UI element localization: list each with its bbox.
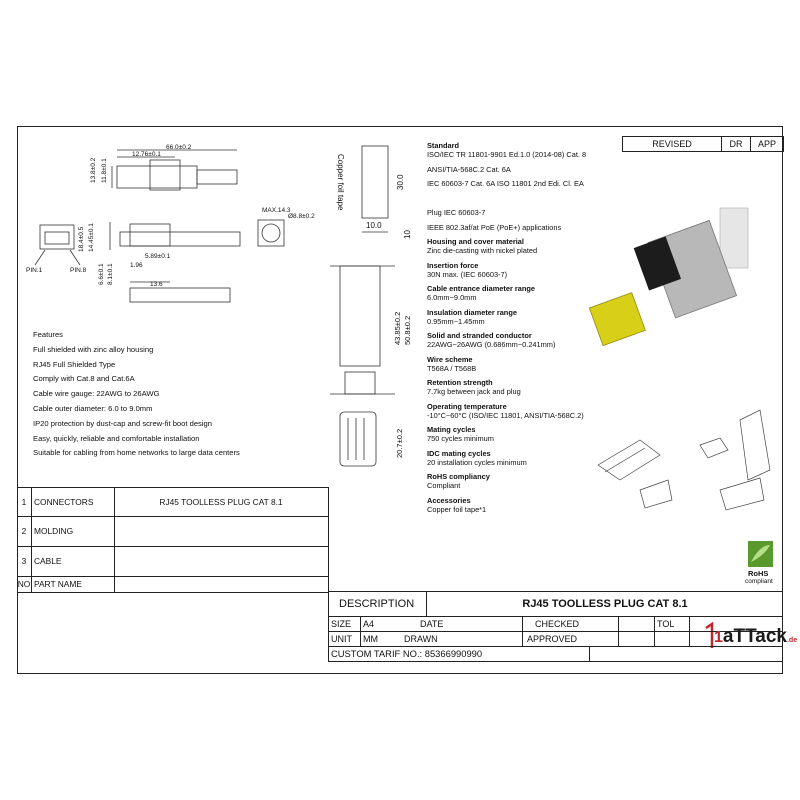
spec-value: 22AWG~26AWG (0.686mm~0.241mm) [427,340,556,349]
parts-row [17,487,328,516]
features-title: Features [33,330,63,339]
app-header: APP [757,139,776,149]
spec-heading: Insertion force [427,260,479,270]
spec-value: Compliant [427,481,461,490]
unit-value: MM [360,632,395,646]
feature-item: Cable outer diameter: 6.0 to 9.0mm [33,403,153,413]
custom-tariff: CUSTOM TARIF NO.: 85366990990 [328,647,589,661]
parts-table [17,487,329,593]
logo-prefix: 1 [714,629,723,646]
dim-body-length: 12.76±0.1 [132,151,161,158]
dim-side-2: 8.1±0.1 [107,263,114,285]
plug-bottom-view [130,288,230,302]
spec-value: 30N max. (IEC 60603-7) [427,269,508,279]
part-number: 2 [17,517,32,546]
parts-row [17,546,328,576]
plug-top-view [120,232,240,246]
spec-heading: Insulation diameter range [427,307,517,317]
date-label: DATE [420,619,444,629]
parts-row [17,576,328,592]
part-name: CONNECTORS [32,488,115,516]
dim-side-1: 6.6±0.1 [98,263,105,285]
spec-value: 7.7kg between jack and plug [427,387,521,396]
spec-value: Zinc die-casting with nickel plated [427,246,538,255]
dim-pin-height-2: 14.45±0.1 [88,223,95,252]
logo-suffix: .de [786,637,798,644]
spec-value: Copper foil tape*1 [427,504,487,514]
spec-heading: Housing and cover material [427,237,524,246]
part-name: PART NAME [32,577,115,592]
dim-height-1: 13.8±0.2 [90,157,97,183]
company-logo [714,626,797,652]
feature-item: Comply with Cat.8 and Cat.6A [33,374,135,384]
spec-heading: Accessories [427,495,471,505]
spec-heading: Retention strength [427,378,493,387]
label-pin1: PIN.1 [26,267,43,274]
dim-cable-dia: Ø8.8±0.2 [288,213,315,220]
feature-item: IP20 protection by dust-cap and screw-fit boot design [33,418,212,428]
label-pin8: PIN.8 [70,267,87,274]
spec-heading: Solid and stranded conductor [427,331,532,340]
spec-heading: Mating cycles [427,425,476,434]
spec-value: -10°C~60°C (ISO/IEC 11801, ANSI/TIA-568C.2) [427,410,584,420]
boot-drawing [340,266,380,366]
dim-height-2: 11.8±0.1 [101,158,108,183]
dim-latch-1: 5.89±0.1 [145,253,171,260]
feature-item: Suitable for cabling from home networks to large data centers [33,448,240,458]
description-label: DESCRIPTION [328,592,435,617]
copper-foil-tape-shape [362,146,388,218]
parts-row [17,516,328,546]
logo-name: aTTack [722,626,787,647]
dim-foil-thickness: 10 [403,230,412,239]
dim-overall-length: 66.0±0.2 [166,144,192,151]
part-number: NO [17,577,32,592]
part-number: 3 [17,547,32,576]
dim-foil-width: 10.0 [366,221,382,230]
rohs-compliant-label: compliant [745,578,773,585]
tol-label: TOL [654,617,690,631]
spec-value: IEC 60603-7 Cat. 6A ISO 11801 2nd Edi. Cl. EA [427,179,584,188]
dim-pin-height-1: 18.4±0.5 [78,226,85,252]
spec-value: ISO/IEC TR 11801-9901 Ed.1.0 (2014-08) Cat. 8 [427,150,587,159]
revised-header: REVISED [623,137,722,151]
feature-item: RJ45 Full Shielded Type [33,359,116,369]
part-description: RJ45 TOOLLESS PLUG CAT 8.1 [159,497,283,507]
dim-boot-len-1: 50.8±0.2 [403,315,412,345]
approved-label: APPROVED [522,632,627,646]
checked-label: CHECKED [522,617,635,631]
dust-cap-drawing [340,412,376,466]
spec-value: 6.0mm~9.0mm [427,293,477,302]
copper-foil-title: Copper foil tape [336,154,345,211]
spec-heading: Cable entrance diameter range [427,284,536,293]
spec-heading: Operating temperature [427,401,507,411]
spec-value: 750 cycles minimum [427,434,494,443]
part-name: CABLE [32,547,115,576]
plug-side-body [117,166,197,188]
spec-heading: IDC mating cycles [427,448,491,458]
spec-value: 0.95mm~1.45mm [427,316,485,326]
spec-value [427,194,627,203]
dim-foil-height: 30.0 [396,174,405,190]
features-section [33,328,240,461]
size-label: SIZE [328,617,363,631]
size-value: A4 [360,617,395,631]
spec-heading: Standard [427,141,460,150]
revision-block [622,136,784,152]
unit-label: UNIT [328,632,363,646]
drawn-label: DRAWN [404,634,438,644]
spec-value: Plug IEC 60603-7 [427,208,486,217]
rohs-label: RoHS [748,569,769,578]
dim-max-width: MAX.14.3 [262,207,291,214]
spec-value: 20 installation cycles minimum [427,457,527,467]
part-name: MOLDING [32,517,115,546]
dim-boot-len-2: 43.85±0.2 [393,311,402,345]
dim-cap-len: 20.7±0.2 [395,428,404,458]
spec-value: IEEE 802.3af/at PoE (PoE+) applications [427,222,562,232]
description-value: RJ45 TOOLLESS PLUG CAT 8.1 [426,592,783,617]
feature-item: Cable wire gauge: 22AWG to 26AWG [33,389,160,399]
plug-side-latch [150,160,180,190]
plug-side-boot [197,170,237,184]
spec-heading: RoHS compliancy [427,472,490,481]
dim-latch-2: 1.96 [130,262,143,269]
spec-value: ANSI/TIA-568C.2 Cat. 6A [427,164,511,174]
dr-header: DR [722,137,751,151]
feature-item: Easy, quickly, reliable and comfortable installation [33,433,200,443]
spec-heading: Wire scheme [427,354,473,364]
specifications-list [427,141,627,519]
part-number: 1 [17,488,32,516]
feature-item: Full shielded with zinc alloy housing [33,344,154,354]
dim-contact: 13.6 [150,281,163,288]
spec-value: T568A / T568B [427,363,477,373]
